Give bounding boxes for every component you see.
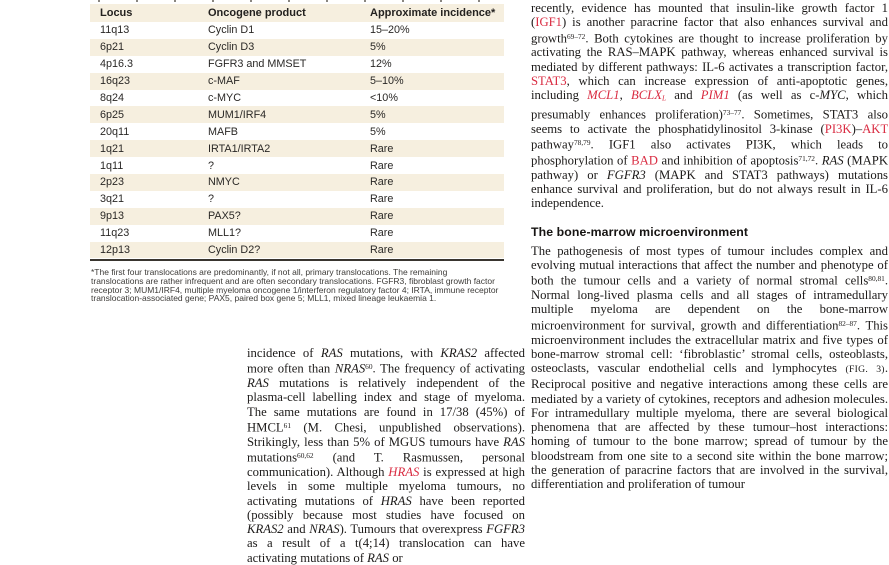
text-run: RAS	[367, 550, 390, 565]
paragraph-cytokine-signalling	[531, 1, 888, 211]
table-cell: 5%	[370, 108, 386, 121]
table-row	[90, 140, 504, 157]
text-run: NRAS	[309, 522, 340, 537]
table-row	[90, 39, 504, 56]
text-run: (MAPK and STAT3 pathways) mutations enhance survival and proliferation, but do not always result in IL-6 independence.	[531, 167, 888, 211]
table-header-cell-incidence: Approximate incidence*	[370, 7, 496, 19]
table-cell: IRTA1/IRTA2	[208, 142, 271, 155]
text-run: RAS	[821, 153, 844, 168]
reference-superscript: 61	[283, 420, 292, 430]
text-run: KRAS2	[247, 522, 284, 537]
table-row	[90, 242, 504, 259]
text-run: KRAS2	[440, 346, 478, 360]
table-row	[90, 191, 504, 208]
table-row	[90, 174, 504, 191]
table-cell: MAFB	[208, 125, 238, 138]
text-run: is expressed at high levels in some multiple myeloma tumours, no activating mutations of	[247, 465, 525, 508]
paragraph-bone-marrow-microenvironment	[531, 244, 888, 492]
gene-link[interactable]: BCLX	[630, 88, 662, 103]
table-header-cell-product: Oncogene product	[208, 7, 306, 19]
section-heading-bone-marrow: The bone-marrow microenvironment	[531, 224, 749, 239]
text-run: HRAS	[380, 493, 412, 508]
reference-superscript: 80,81	[868, 274, 885, 284]
table-cell: c-MYC	[208, 92, 241, 104]
table-cell: 4p16.3	[100, 58, 134, 71]
text-run: . Sometimes, STAT3 also seems to activate the phosphatidylinositol 3-kinase (	[531, 107, 888, 136]
table-cell: 5%	[370, 41, 386, 54]
table-cell: 11q23	[100, 227, 130, 240]
text-run: (MAPK pathway) or	[531, 153, 888, 182]
text-run: RAS	[503, 434, 525, 449]
table-cell: c-MAF	[208, 75, 240, 88]
table-cell: 12p13	[100, 244, 131, 257]
table-row	[90, 208, 504, 225]
table-cell: 8q24	[100, 92, 125, 104]
table-row	[90, 157, 504, 174]
table-cell: 9p13	[100, 210, 125, 223]
paragraph-ras-mutations	[247, 346, 525, 565]
table-cell: 5%	[370, 125, 386, 138]
table-bottom-rule	[90, 259, 504, 261]
text-run: as a result of a t(4;14) translocation can have activating mutations of	[247, 536, 525, 565]
text-run: . This microenvironment includes the extracellular matrix and five types of bone-marrow stromal cell: ‘fibroblastic’ stromal cells, osteoblasts, osteoclasts, vascular endothelial cells and lymphocytes	[531, 318, 888, 375]
table-cell: Cyclin D3	[208, 41, 255, 54]
text-run: The pathogenesis of most types of tumour includes complex and evolving mutual interactions that affect the number and phenotype of both the tumour cells and a variety of normal stromal cells	[531, 243, 888, 288]
text-run: pathway	[531, 137, 574, 152]
text-run: incidence of	[247, 346, 321, 360]
table-cell: 5–10%	[370, 75, 404, 88]
text-run: . Reciprocal positive and negative interactions among these cells are mediated by a variety of cytokines, receptors and adhesion molecules. For intramedullary multiple myeloma, there are several biological phenomena that are affected by these tumour–host interactions: homing of tumour to the bone marrow; spread of tumour by the bloodstream from one site to a second site within the bone marrow; the generation of paracrine factors that are involved in the survival, differentiation and proliferation of tumour	[531, 361, 888, 491]
table-cell: MLL1?	[208, 227, 242, 240]
table-row	[90, 73, 504, 90]
text-run: , which can increase expression of anti-apoptotic genes, including	[531, 73, 888, 103]
table-cell: Rare	[370, 193, 394, 206]
text-run: . The frequency of activating	[372, 361, 526, 376]
table-cell: FGFR3 and MMSET	[208, 58, 307, 71]
table-cell: Rare	[370, 210, 394, 223]
gene-link[interactable]: AKT	[862, 121, 888, 136]
table-cell: Rare	[370, 142, 394, 155]
text-run: (as well as c-	[729, 88, 820, 103]
table-footnote: *The first four translocations are predominantly, if not all, primary translocations. The remaining translocations are rather infrequent and are often secondary translocations. FGFR3, fibroblast growth factor receptor 3; MUM1/IRF4, multiple myeloma oncogene 1/interferon regulatory factor 4; IRTA, immune receptor translocation-associated gene; PAX5, paired box gene 5; MLL1, mixed lineage leukaemia 1.	[91, 267, 499, 304]
text-run: ,	[619, 88, 631, 103]
text-run: )–	[851, 121, 863, 136]
table-cell: 6p21	[100, 41, 125, 54]
gene-link[interactable]: HRAS	[388, 465, 420, 480]
reference-superscript: 71,72	[798, 153, 815, 163]
table-row	[90, 90, 504, 107]
clipped-table-title	[98, 0, 502, 2]
reference-superscript: 78,79	[573, 138, 591, 148]
text-run: mutations	[247, 450, 298, 465]
table-cell: Rare	[370, 176, 394, 189]
table-body	[90, 22, 504, 258]
table-cell: NMYC	[208, 176, 240, 189]
text-run: . Both cytokines are thought to increase proliferation by activating the RAS–MAPK pathway, whereas enhanced survival is mediated by different pathways: IL-6 activates a transcription factor,	[531, 31, 888, 74]
text-run: FGFR3	[606, 167, 646, 182]
table-row	[90, 56, 504, 73]
oncogene-translocation-table	[90, 0, 504, 303]
table-header-row	[90, 4, 504, 22]
table-cell: Cyclin D2?	[208, 244, 261, 257]
table-cell: ?	[208, 193, 215, 206]
text-run: recently, evidence has mounted that insulin-like growth factor 1 (	[531, 1, 888, 30]
text-run: affected more often than	[247, 346, 525, 376]
right-text-column	[531, 1, 888, 559]
text-run: MYC	[819, 88, 846, 103]
table-cell: 1q21	[100, 142, 125, 155]
text-run: . IGF1 also activates PI3K, which leads to phosphorylation of	[531, 137, 888, 168]
text-run: have been reported (possibly because most studies have focused on	[247, 493, 526, 522]
table-cell: 12%	[370, 58, 392, 71]
gene-link[interactable]: IGF1	[535, 15, 563, 30]
text-run: (M. Chesi, unpublished observations). Strikingly, less than 5% of MGUS tumours have	[247, 420, 525, 449]
text-run: (and T. Rasmussen, personal communication). Although	[247, 450, 525, 480]
text-run: and	[666, 88, 701, 103]
table-cell: Rare	[370, 227, 394, 240]
table-row	[90, 22, 504, 39]
table-cell: Rare	[370, 159, 394, 172]
gene-link[interactable]: BAD	[631, 153, 658, 168]
gene-link[interactable]: STAT3	[531, 73, 567, 88]
text-run: FGFR3	[486, 522, 526, 537]
table-cell: 16q23	[100, 75, 131, 88]
text-run: L	[661, 93, 667, 103]
table-cell: 1q11	[100, 159, 124, 172]
table-cell: Cyclin D1	[208, 24, 255, 37]
table-header-cell-locus: Locus	[100, 7, 133, 19]
text-run: and inhibition of apoptosis	[657, 153, 799, 168]
table-cell: <10%	[370, 92, 398, 104]
text-run: (FIG. 3)	[845, 364, 885, 375]
reference-superscript: 60	[365, 362, 373, 372]
table-cell: Rare	[370, 244, 394, 257]
table-cell: MUM1/IRF4	[208, 108, 267, 121]
table-cell: 20q11	[100, 125, 130, 138]
text-run: ). Tumours that overexpress	[339, 522, 487, 537]
text-run: or	[389, 550, 403, 565]
table-row	[90, 123, 504, 140]
table-cell: ?	[208, 159, 215, 172]
gene-link[interactable]: PIM1	[700, 88, 730, 103]
text-run: . Normal long-lived plasma cells and all stages of intramedullary multiple myeloma are dependent on the bone-marrow microenvironment for survival, growth and differentiation	[531, 273, 888, 333]
table-cell: 6p25	[100, 108, 125, 121]
reference-superscript: 82–87	[838, 318, 857, 328]
table-row	[90, 106, 504, 123]
table-cell: 3q21	[100, 193, 125, 206]
reference-superscript: 73–77	[722, 107, 742, 117]
text-run: .	[814, 153, 822, 168]
table-row	[90, 225, 504, 242]
table-cell: 11q13	[100, 24, 130, 37]
reference-superscript: 69–72	[566, 31, 586, 41]
table-cell: PAX5?	[208, 210, 241, 223]
gene-link[interactable]: PI3K	[824, 121, 852, 136]
text-run: mutations is relatively independent of the plasma-cell labelling index and stage of myeloma. The same mutations are found in 17/38 (45%) of HMCL	[247, 376, 525, 435]
reference-superscript: 60,62	[297, 451, 314, 461]
gene-link[interactable]: MCL1	[587, 88, 620, 103]
text-run: ) is another paracrine factor that also enhances survival and growth	[531, 15, 888, 46]
text-run: RAS	[320, 346, 343, 360]
table-cell: 15–20%	[370, 24, 410, 37]
text-run: and	[283, 522, 310, 537]
text-run: mutations, with	[342, 346, 441, 360]
text-run: RAS	[247, 376, 269, 391]
text-run: , which presumably enhances proliferation)	[531, 88, 888, 122]
table-cell: 2p23	[100, 176, 125, 189]
text-run: NRAS	[334, 361, 366, 376]
left-text-column	[247, 346, 525, 565]
